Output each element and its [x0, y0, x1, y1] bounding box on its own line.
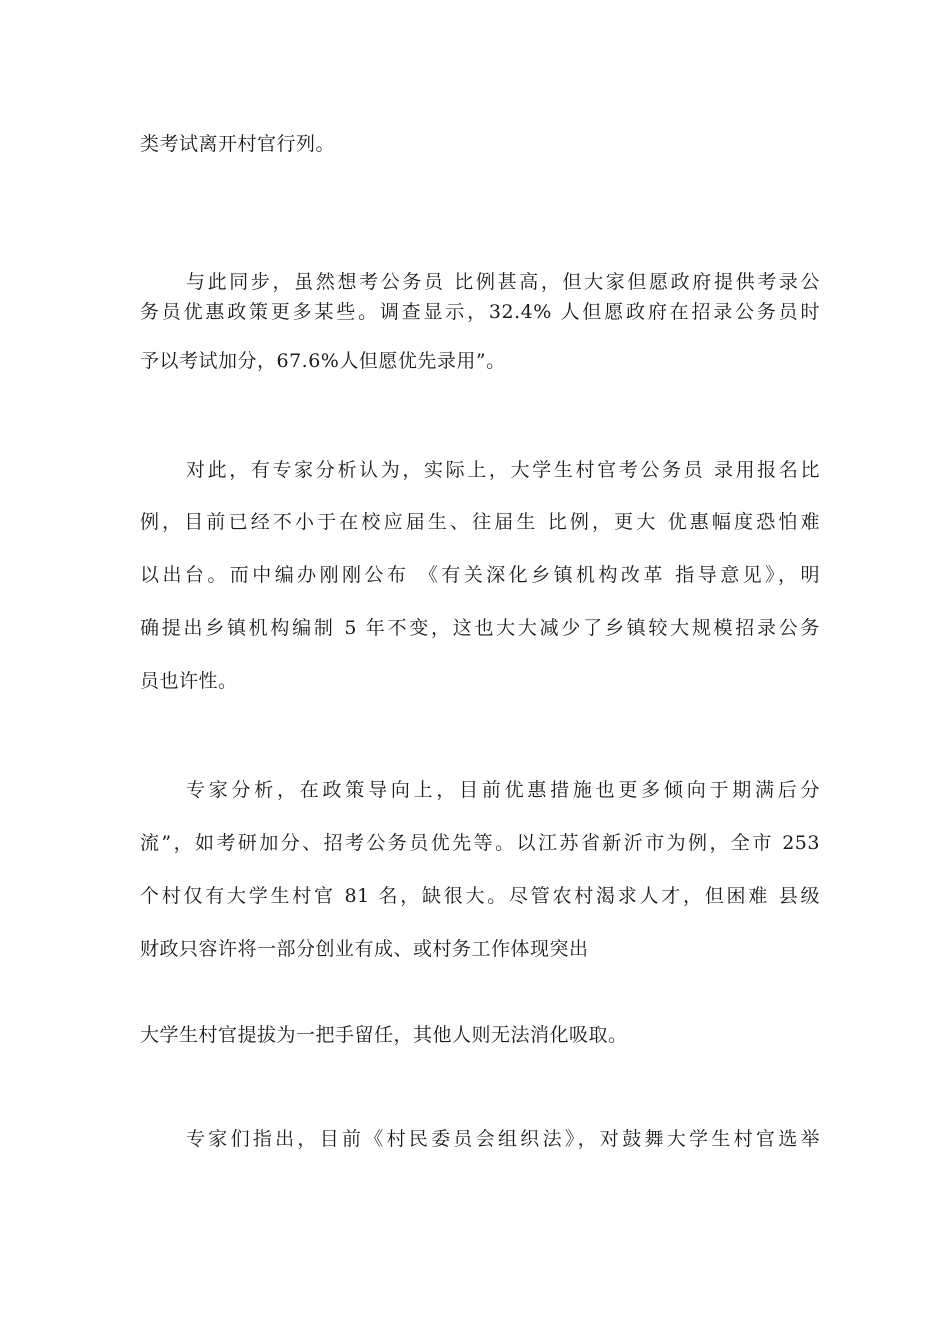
paragraph-4-line-2: 流”，如考研加分、招考公务员优先等。以江苏省新沂市为例，全市 253 — [140, 832, 820, 854]
paragraph-2-line-1: 与此同步，虽然想考公务员 比例甚高，但大家但愿政府提供考录公 — [186, 271, 820, 293]
paragraph-5-line-1: 大学生村官提拔为一把手留任，其他人则无法消化吸取。 — [140, 1024, 628, 1046]
paragraph-2-line-3: 予以考试加分，67.6%人但愿优先录用”。 — [140, 350, 506, 372]
paragraph-3-line-2: 例，目前已经不小于在校应届生、往届生 比例，更大 优惠幅度恐怕难 — [140, 511, 820, 533]
paragraph-4-line-4: 财政只容许将一部分创业有成、或村务工作体现突出 — [140, 938, 589, 960]
paragraph-6-line-1: 专家们指出，目前《村民委员会组织法》，对鼓舞大学生村官选举 — [186, 1128, 820, 1150]
paragraph-3-line-1: 对此，有专家分析认为，实际上，大学生村官考公务员 录用报名比 — [186, 459, 820, 481]
paragraph-2-line-2: 务员优惠政策更多某些。调查显示，32.4% 人但愿政府在招录公务员时 — [140, 301, 820, 323]
paragraph-3-line-4: 确提出乡镇机构编制 5 年不变，这也大大减少了乡镇较大规模招录公务 — [140, 617, 820, 639]
paragraph-4-line-3: 个村仅有大学生村官 81 名，缺很大。尽管农村渴求人才，但困难 县级 — [140, 885, 820, 907]
paragraph-4-line-1: 专家分析，在政策导向上，目前优惠措施也更多倾向于期满后分 — [186, 779, 820, 801]
paragraph-3-line-5: 员也许性。 — [140, 670, 238, 692]
paragraph-3-line-3: 以出台。而中编办刚刚公布 《有关深化乡镇机构改革 指导意见》，明 — [140, 564, 820, 586]
paragraph-1-line-1: 类考试离开村官行列。 — [140, 133, 336, 155]
